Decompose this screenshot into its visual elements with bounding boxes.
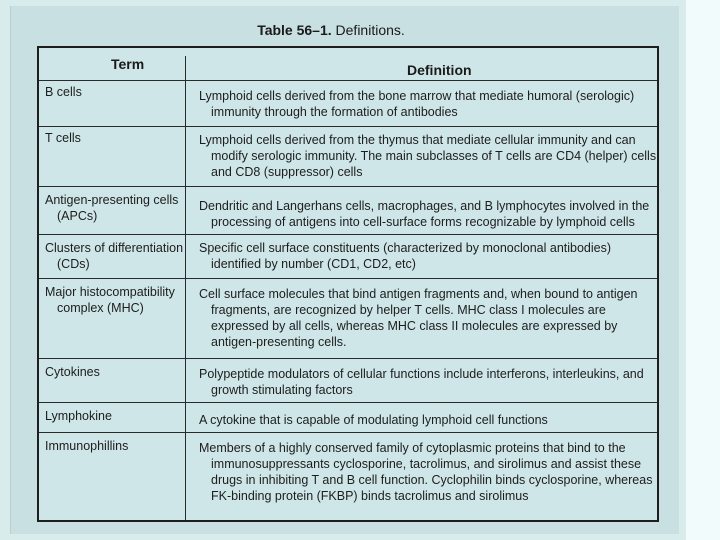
- row-divider: [39, 234, 657, 235]
- term-cell: Major histocompatibility complex (MHC): [45, 285, 175, 315]
- definition-cell: Lymphoid cells derived from the thymus that mediate cellular immunity and can modify serologic immunity. The main subclasses of T cells are CD4 (helper) cells and CD8 (suppressor) cells: [199, 133, 657, 179]
- table-number: Table 56–1.: [257, 22, 332, 38]
- term-cell: Immunophillins: [45, 439, 129, 453]
- row-divider: [39, 278, 657, 279]
- scanned-table-image: [10, 6, 679, 534]
- term-cell: B cells: [45, 85, 82, 99]
- definition-cell: Dendritic and Langerhans cells, macrophages, and B lymphocytes involved in the processing of antigens into cell-surface forms recognizable by lymphoid cells: [199, 199, 650, 229]
- definitions-table: [37, 46, 659, 522]
- definition-cell: Specific cell surface constituents (characterized by monoclonal antibodies) identified by number (CD1, CD2, etc): [199, 241, 612, 271]
- term-cell: Lymphokine: [45, 409, 112, 423]
- definition-cell: Cell surface molecules that bind antigen fragments and, when bound to antigen fragments, are recognized by helper T cells. MHC class I molecules are expressed by all cells, whereas MHC class II molecules are expressed by antigen-presenting cells.: [199, 287, 638, 349]
- term-cell: Antigen-presenting cells (APCs): [45, 193, 179, 223]
- term-cell: Cytokines: [45, 365, 100, 379]
- row-divider: [39, 432, 657, 433]
- definition-cell: A cytokine that is capable of modulating lymphoid cell functions: [199, 413, 548, 427]
- slide-edge-strip: [686, 0, 720, 540]
- header-divider: [39, 80, 657, 81]
- definition-cell: Members of a highly conserved family of cytoplasmic proteins that bind to the immunosuppressants cyclosporine, tacrolimus, and sirolimus and assist these drugs in inhibiting T and B cell function. Cyclophilin binds cyclosporine, whereas FK-binding protein (FKBP) binds tacrolimus and sirolimus: [199, 441, 653, 503]
- row-divider: [39, 186, 657, 187]
- row-divider: [39, 126, 657, 127]
- header-term: Term: [111, 56, 145, 72]
- row-divider: [39, 358, 657, 359]
- table-title: [11, 22, 651, 38]
- header-definition: Definition: [407, 62, 472, 78]
- term-cell: Clusters of differentiation (CDs): [45, 241, 184, 271]
- definition-cell: Polypeptide modulators of cellular functions include interferons, interleukins, and growth stimulating factors: [199, 367, 644, 397]
- row-divider: [39, 402, 657, 403]
- table-caption: Definitions.: [335, 22, 405, 38]
- term-cell: T cells: [45, 131, 81, 145]
- definition-cell: Lymphoid cells derived from the bone marrow that mediate humoral (serologic) immunity through the formation of antibodies: [199, 89, 635, 119]
